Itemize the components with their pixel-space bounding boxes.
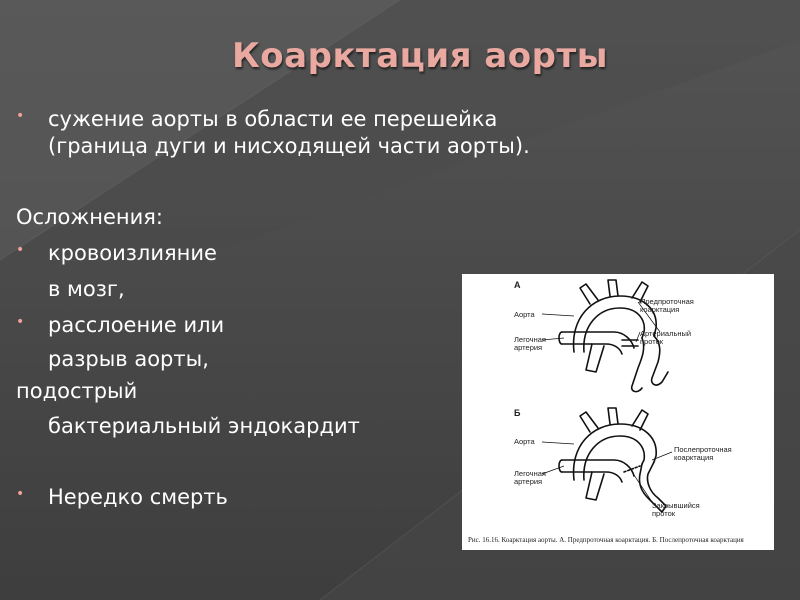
panel-b-pulmonary-label-1: Легочная <box>514 469 546 478</box>
complications-heading: Осложнения: <box>16 205 163 229</box>
panel-b-drawing <box>559 408 666 512</box>
text-line-6: расслоение или <box>48 313 225 337</box>
panel-b-coarctation-label-2: коарктация <box>674 453 714 462</box>
panel-b-aorta-label: Аорта <box>514 437 535 446</box>
text-line-9: бактериальный эндокардит <box>48 414 360 438</box>
panel-a-pulmonary-label-2: артерия <box>514 343 543 352</box>
panel-b-pulmonary-label-2: артерия <box>514 477 543 486</box>
aortic-coarctation-figure <box>462 274 774 550</box>
panel-a-duct-label-2: проток <box>640 337 664 346</box>
bullet-marker: • <box>16 314 25 330</box>
text-line-8: подострый <box>16 379 138 403</box>
panel-b-duct-label-1: Закрывшийся <box>652 501 700 510</box>
panel-a-aorta-label: Аорта <box>514 310 535 319</box>
panel-b-duct-label-2: проток <box>652 509 676 518</box>
panel-b-letter: Б <box>514 408 521 418</box>
panel-a-pulmonary-label-1: Легочная <box>514 335 546 344</box>
panel-b-coarctation-label-1: Послепроточная <box>674 445 732 454</box>
slide-title: Коарктация аорты <box>232 36 608 76</box>
text-line-7: разрыв аорты, <box>48 347 209 371</box>
panel-a-coarctation-label-1: Предпроточная <box>640 297 694 306</box>
text-line-4: кровоизлияние <box>48 241 217 265</box>
text-line-5: в мозг, <box>48 277 125 301</box>
panel-a-duct-label-1: Артериальный <box>640 329 692 338</box>
aorta-diagram <box>462 274 774 550</box>
bullet-marker: • <box>16 486 25 502</box>
text-line-1: сужение аорты в области ее перешейка <box>48 107 498 131</box>
bullet-marker: • <box>16 108 25 124</box>
panel-a-coarctation-label-2: коарктация <box>640 305 680 314</box>
text-line-2: (граница дуги и нисходящей части аорты). <box>48 134 530 158</box>
bullet-marker: • <box>16 242 25 258</box>
figure-caption: Рис. 16.16. Коарктация аорты. А. Предпроточная коарктация. Б. Послепроточная коарктация <box>468 536 744 544</box>
text-line-10: Нередко смерть <box>48 485 228 509</box>
panel-a-letter: А <box>514 280 521 290</box>
